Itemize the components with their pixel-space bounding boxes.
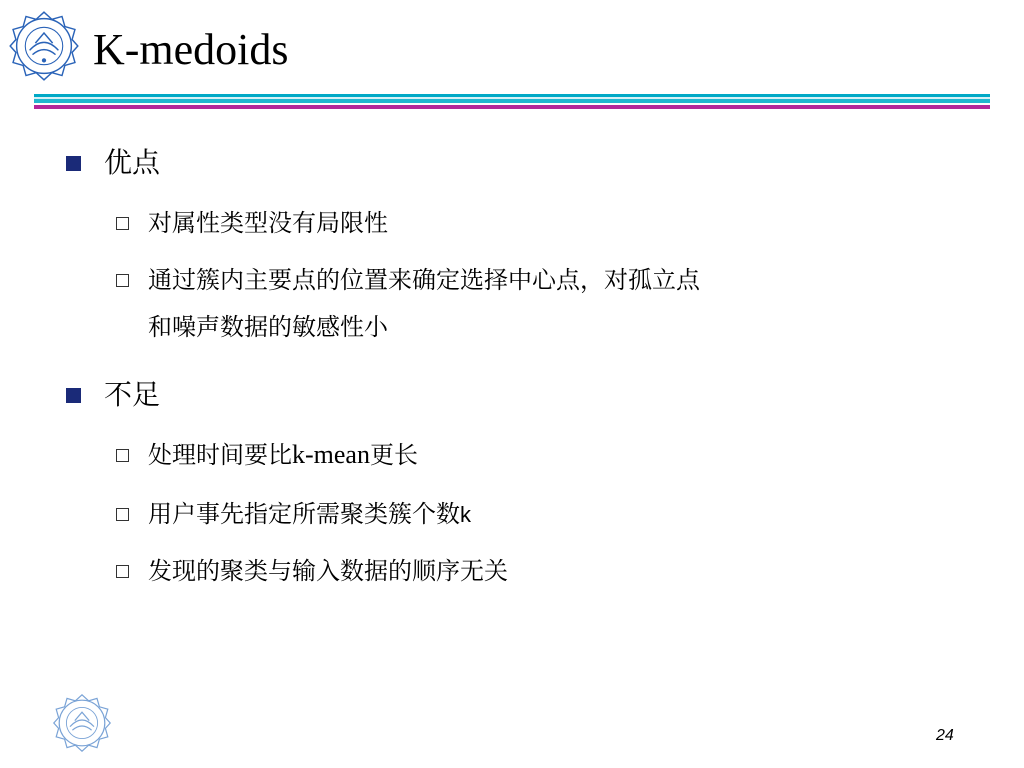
slide-title: K-medoids	[93, 25, 289, 74]
checkbox-bullet-icon	[116, 449, 129, 462]
list-item: 发现的聚类与输入数据的顺序无关	[148, 557, 508, 585]
list-item-text: 处理时间要比	[148, 441, 292, 469]
list-item	[148, 490, 471, 539]
list-item-continuation: 和噪声数据的敏感性小	[148, 313, 388, 341]
square-bullet-icon	[66, 156, 81, 171]
university-seal-icon	[52, 693, 112, 753]
list-item-text: 用户事先指定所需聚类簇个数	[148, 500, 460, 528]
list-item-text: 更长	[369, 441, 418, 469]
checkbox-bullet-icon	[116, 217, 129, 230]
title-divider-line-2	[34, 99, 990, 103]
checkbox-bullet-icon	[116, 565, 129, 578]
checkbox-bullet-icon	[116, 274, 129, 287]
square-bullet-icon	[66, 388, 81, 403]
page-number: 24	[936, 727, 954, 744]
list-item: 对属性类型没有局限性	[148, 209, 388, 237]
list-item-term: k	[460, 502, 471, 527]
title-divider-accent-line	[34, 105, 990, 109]
list-item: 通过簇内主要点的位置来确定选择中心点，对孤立点	[148, 266, 700, 294]
university-seal-icon	[8, 10, 80, 82]
checkbox-bullet-icon	[116, 508, 129, 521]
list-item-term: k-mean	[292, 440, 370, 469]
section-heading-advantages: 优点	[104, 146, 161, 179]
section-heading-disadvantages: 不足	[104, 378, 161, 411]
list-item	[148, 431, 418, 479]
